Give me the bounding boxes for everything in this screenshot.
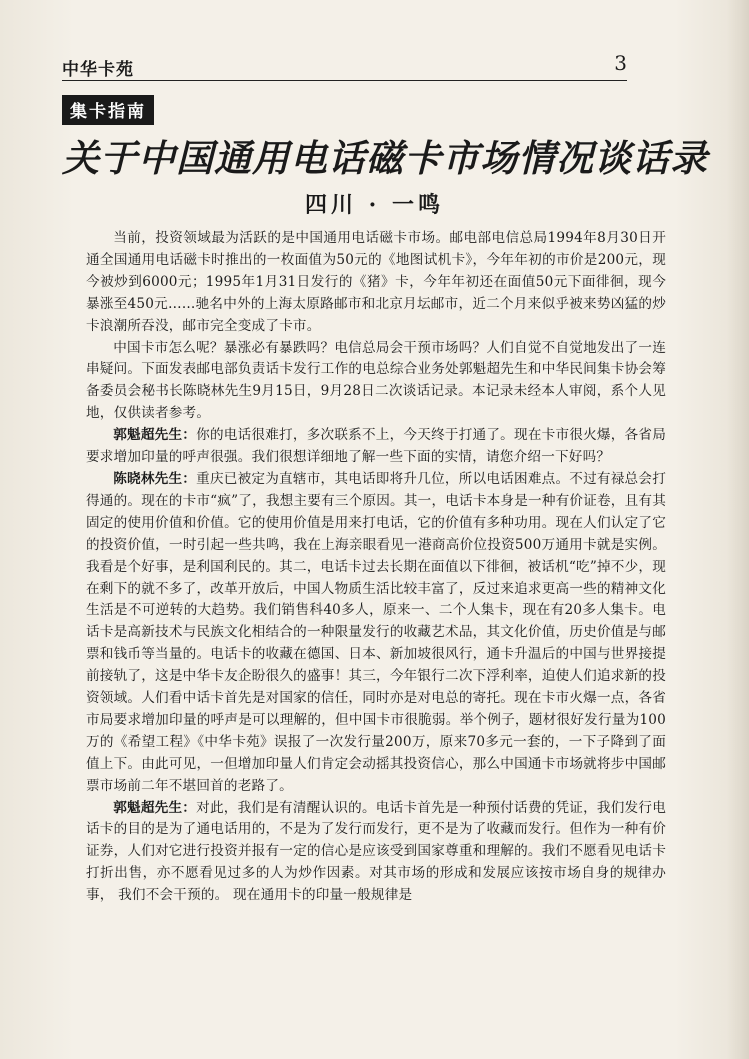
paragraph: [86, 798, 666, 908]
section-tag: 集卡指南: [62, 95, 154, 125]
article-author: 四川 · 一鸣: [305, 192, 444, 218]
paragraph-text: 中国卡市怎么呢？暴涨必有暴跌吗？电信总局会干预市场吗？人们自觉不自觉地发出了一连串疑问。下面发表邮电部负责话卡发行工作的电总综合业务处郭魁超先生和中华民间集卡协会筹备委员会秘书长陈晓林先生9月15日，9月28日二次谈话记录。本记录未经本人审阅，系个人见地，仅供读者参考。: [86, 339, 666, 422]
magazine-name: 中华卡苑: [62, 60, 134, 80]
speaker-name: 郭魁超先生：: [113, 427, 197, 444]
paragraph: [86, 338, 666, 426]
running-header: [62, 51, 627, 83]
page-number: 3: [614, 51, 627, 75]
speaker-name: 郭魁超先生：: [113, 799, 197, 816]
paragraph: [86, 228, 666, 338]
article-body: [86, 228, 666, 907]
speaker-name: 陈晓林先生：: [113, 470, 197, 487]
paragraph: [86, 425, 666, 469]
paragraph-text: 你的电话很难打，多次联系不上，今天终于打通了。现在卡市很火爆，各省局要求增加印量的呼声很强。我们很想详细地了解一些下面的实情，请您介绍一下好吗？: [86, 427, 666, 466]
paragraph-text: 当前，投资领域最为活跃的是中国通用电话磁卡市场。邮电部电信总局1994年8月30日开通全国通用电话磁卡时推出的一枚面值为50元的《地图试机卡》，今年年初的市价是200元，现今被炒到6000元；1995年1月31日发行的《猪》卡，今年年初还在面值50元下面徘徊，现今暴涨至450元……驰名中外的上海太原路邮市和北京月坛邮市，近二个月来似乎被来势凶猛的炒卡浪潮所吞没，邮市完全变成了卡市。: [86, 230, 666, 334]
paragraph: [86, 469, 666, 798]
adjacent-page-edge: [727, 0, 749, 1059]
paragraph-text: 对此，我们是有清醒认识的。电话卡首先是一种预付话费的凭证，我们发行电话卡的目的是为了通电话用的，不是为了发行而发行，更不是为了收藏而发行。但作为一种有价证券，人们对它进行投资并报有一定的信心是应该受到国家尊重和理解的。我们不愿看见电话卡打折出售，亦不愿看见过多的人为炒作因素。对其市场的形成和发展应该按市场自身的规律办事， 我们不会干预的。 现在通用卡的印量一般规律是: [86, 799, 666, 904]
paragraph-text: 重庆已被定为直辖市，其电话即将升几位，所以电话困难点。不过有禄总会打得通的。现在的卡市“疯”了，我想主要有三个原因。其一，电话卡本身是一种有价证卷，且有其固定的使用价值和价值。它的使用价值是用来打电话，它的价值有多种功用。现在人们认定了它的投资价值，一时引起一些共鸣，我在上海亲眼看见一港商高价位投资500万通用卡就是实例。我看是个好事，是利国利民的。其二，电话卡过去长期在面值以下徘徊，被话机“吃”掉不少，现在剩下的就不多了，改革开放后，中国人物质生活比较丰富了，反过来追求更高一些的精神文化生活是不可逆转的大趋势。我们销售科40多人，原来一、二个人集卡，现在有20多人集卡。电话卡是高新技术与民族文化相结合的一种限量发行的收藏艺术品，其文化价值，历史价值是与邮票和钱币等当量的。电话卡的收藏在德国、日本、新加坡很风行，通卡升温后的中国与世界接提前接轨了，这是中华卡友企盼很久的盛事！其三，今年银行二次下浮利率，迫使人们追求新的投资领域。人们看中话卡首先是对国家的信任，同时亦是对电总的寄托。现在卡市火爆一点，各省市局要求增加印量的呼声是可以理解的，但中国卡市很脆弱。举个例子，题材很好发行量为100万的《希望工程》《中华卡苑》误报了一次发行量200万，原来70多元一套的，一下子降到了面值上下。由此可见，一但增加印量人们肯定会动摇其投资信心，那么中国通卡市场就将步中国邮票市场前二年不堪回首的老路了。: [86, 470, 666, 794]
article-title: 关于中国通用电话磁卡市场情况谈话录: [62, 136, 708, 180]
header-rule: [62, 80, 627, 81]
